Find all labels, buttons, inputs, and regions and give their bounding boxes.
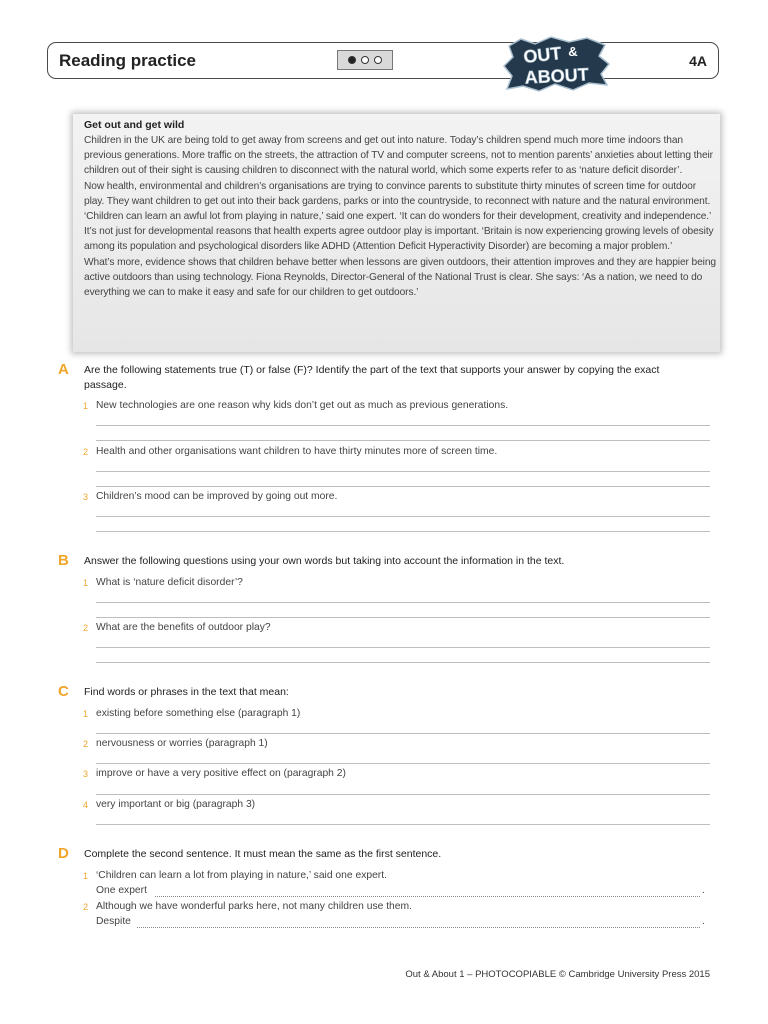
unit-code: 4A [689,53,707,69]
question-number: 1 [83,578,89,588]
reading-passage [73,114,720,352]
question-number: 2 [83,739,89,749]
question-text: improve or have a very positive effect on (paragraph 2) [96,768,346,779]
question-number: 3 [83,492,89,502]
section-letter-b: B [58,552,69,569]
logo-text-amp: & [568,44,578,59]
section-c-instruction: Find words or phrases in the text that mean: [84,686,289,698]
reading-paragraph: It’s not just for developmental reasons that health experts agree outdoor play is important. ‘Britain is now experiencing growing levels of obesity among its population and psychological disorders like ADHD (Attention Deficit Hyperactivity Disorder) are becoming a major problem.’ [84,226,714,253]
question-text: New technologies are one reason why kids don’t get out as much as previous generations. [96,400,509,411]
answer-line[interactable] [96,425,710,426]
answer-dotted-line[interactable] [137,927,700,928]
question-number: 2 [83,623,89,633]
answer-line[interactable] [96,440,710,441]
question-number: 3 [83,769,89,779]
question-number: 2 [83,902,89,912]
reading-paragraph: What’s more, evidence shows that children behave better when lessons are given outdoors, their attention improves and they are happier being active outdoors than using technology. Fiona Reynolds, Director-General of the National Trust is clear. She says: ‘As a nation, we need to do everything we can to make it easy and safe for our children to get outdoors.’ [84,256,716,299]
level-indicator [337,50,393,70]
section-letter-a: A [58,361,69,378]
question-text: Health and other organisations want children to have thirty minutes more of screen time. [96,446,498,457]
answer-line[interactable] [96,617,710,618]
level-dot-empty-icon [361,56,369,64]
answer-line[interactable] [96,531,710,532]
page-header [47,42,719,79]
logo-text-out: OUT [522,43,563,67]
answer-line[interactable] [96,733,710,734]
reading-text [84,133,716,300]
level-dot-filled-icon [348,56,356,64]
answer-line[interactable] [96,763,710,764]
answer-line[interactable] [96,662,710,663]
section-b-instruction: Answer the following questions using your own words but taking into account the information in the text. [84,555,565,567]
question-number: 1 [83,401,89,411]
question-text: What are the benefits of outdoor play? [96,622,271,633]
answer-line[interactable] [96,824,710,825]
page-title: Reading practice [59,51,196,70]
question-text: Although we have wonderful parks here, not many children use them. [96,901,412,912]
sentence-end: . [702,885,705,896]
question-text: ‘Children can learn a lot from playing in nature,’ said one expert. [96,870,387,881]
section-d-instruction: Complete the second sentence. It must mean the same as the first sentence. [84,848,442,860]
section-letter-d: D [58,845,69,862]
question-number: 1 [83,709,89,719]
section-letter-c: C [58,683,69,700]
question-text: very important or big (paragraph 3) [96,799,256,810]
answer-dotted-line[interactable] [155,896,700,897]
question-text: existing before something else (paragraph 1) [96,708,301,719]
sentence-prompt: Despite [96,916,131,927]
answer-line[interactable] [96,486,710,487]
reading-title: Get out and get wild [84,119,185,131]
question-number: 2 [83,447,89,457]
answer-line[interactable] [96,602,710,603]
sentence-prompt: One expert [96,885,147,896]
question-text: nervousness or worries (paragraph 1) [96,738,268,749]
logo-text-about: ABOUT [524,64,590,88]
sentence-end: . [702,916,705,927]
question-number: 4 [83,800,89,810]
question-text: Children’s mood can be improved by going out more. [96,491,338,502]
copyright-footer: Out & About 1 – PHOTOCOPIABLE © Cambridge University Press 2015 [405,969,710,980]
out-and-about-logo [501,36,611,92]
answer-line[interactable] [96,471,710,472]
answer-line[interactable] [96,516,710,517]
question-number: 1 [83,871,89,881]
reading-paragraph: Children in the UK are being told to get away from screens and get out into nature. Today’s children spend much more time indoors than previous generations. More traffic on the streets, the attraction of TV and computer screens, not to mention parents’ anxieties about letting their children out of their sight is causing children to disconnect with the natural world, which some experts refer to as ‘nature deficit disorder’. [84,135,713,177]
question-text: What is ‘nature deficit disorder’? [96,577,243,588]
section-a-instruction: Are the following statements true (T) or false (F)? Identify the part of the text that supports your answer by copying the exact passage. [84,364,660,391]
answer-line[interactable] [96,647,710,648]
reading-paragraph: Now health, environmental and children’s organisations are trying to convince parents to substitute thirty minutes of screen time for outdoor play. They want children to get out into their back gardens, parks or into the countryside, to reconnect with nature and the natural environment. ‘Children can learn an awful lot from playing in nature,’ said one expert. ‘It can do wonders for their development, creativity and independence.’ [84,180,712,223]
answer-line[interactable] [96,794,710,795]
level-dot-empty-icon [374,56,382,64]
